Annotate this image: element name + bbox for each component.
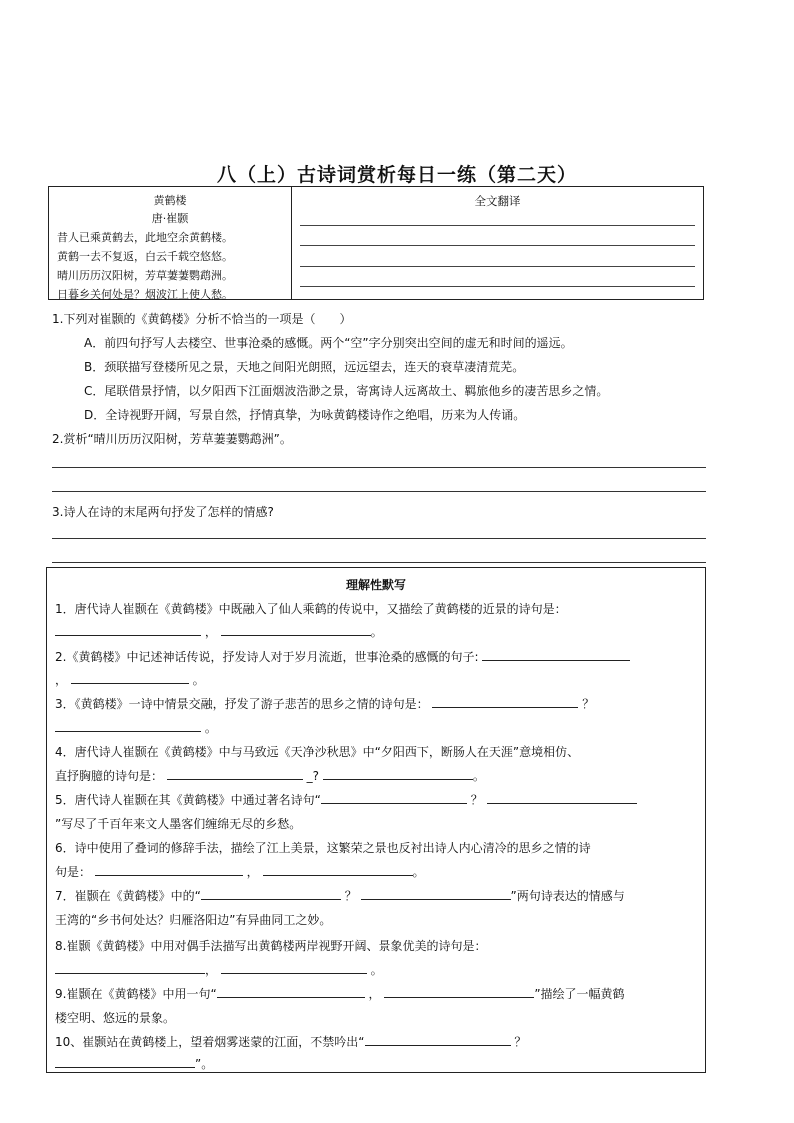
dictation-item-6-answers bbox=[55, 863, 425, 880]
poem-author: 唐·崔颢 bbox=[151, 212, 189, 225]
dictation-item-9 bbox=[55, 985, 625, 1002]
translation-answer-line[interactable] bbox=[300, 225, 695, 226]
item-text: 9.崔颢在《黄鹤楼》中用一句“ bbox=[55, 987, 217, 1001]
answer-blank[interactable] bbox=[323, 767, 473, 780]
question-2-stem: 2.赏析“晴川历历汉阳树，芳草萋萋鹦鹉洲”。 bbox=[52, 432, 292, 446]
translation-answer-line[interactable] bbox=[300, 266, 695, 267]
punct: 。 bbox=[412, 865, 425, 879]
item-text: 4．唐代诗人崔颢在《黄鹤楼》中与马致远《天净沙秋思》中“夕阳西下，断肠人在天涯”意境相仿、 bbox=[55, 745, 580, 759]
question-3-answer-line[interactable] bbox=[52, 562, 706, 563]
poem-table bbox=[48, 186, 704, 300]
punct: ？ bbox=[514, 1035, 527, 1049]
punct: ， bbox=[204, 625, 217, 639]
punct: ， bbox=[246, 865, 259, 879]
dictation-item-8-answers bbox=[55, 961, 383, 978]
item-text: 7．崔颢在《黄鹤楼》中的“ bbox=[55, 889, 201, 903]
answer-blank[interactable] bbox=[321, 791, 467, 804]
translation-header: 全文翻译 bbox=[474, 194, 521, 208]
answer-blank[interactable] bbox=[167, 767, 303, 780]
answer-blank[interactable] bbox=[361, 887, 511, 900]
poem-title: 黄鹤楼 bbox=[153, 194, 187, 207]
punct: 。 bbox=[370, 625, 383, 639]
question-1-option-c[interactable]: C．尾联借景抒情，以夕阳西下江面烟波浩渺之景，寄寓诗人远离故土、羁旅他乡的凄苦思乡之情。 bbox=[84, 384, 609, 398]
punct: 。 bbox=[472, 769, 485, 783]
item-text: 5．唐代诗人崔颢在其《黄鹤楼》中通过著名诗句“ bbox=[55, 793, 321, 807]
answer-blank[interactable] bbox=[55, 623, 201, 636]
item-text: ”写尽了千百年来文人墨客们缠绵无尽的乡愁。 bbox=[55, 817, 302, 831]
poem-line: 日暮乡关何处是？烟波江上使人愁。 bbox=[57, 288, 233, 301]
item-text: 6．诗中使用了叠词的修辞手法，描绘了江上美景，这繁荣之景也反衬出诗人内心清冷的思乡之情的诗 bbox=[55, 841, 591, 855]
question-1-option-d[interactable]: D．全诗视野开阔，写景自然，抒情真挚，为咏黄鹤楼诗作之绝唱，历来为人传诵。 bbox=[84, 408, 526, 422]
item-text: 直抒胸臆的诗句是： bbox=[55, 769, 164, 783]
dictation-item-6 bbox=[55, 839, 591, 856]
item-text: ”两句诗表达的情感与 bbox=[510, 889, 625, 903]
answer-blank[interactable] bbox=[95, 863, 243, 876]
item-text: ”描绘了一幅黄鹤 bbox=[534, 987, 625, 1001]
answer-blank[interactable] bbox=[432, 695, 578, 708]
translation-answer-line[interactable] bbox=[300, 245, 695, 246]
punct: ， bbox=[368, 987, 381, 1001]
dictation-item-5-cont bbox=[55, 815, 301, 832]
dictation-item-2-answers bbox=[55, 671, 205, 688]
dictation-item-9-cont bbox=[55, 1009, 175, 1026]
page-title: 八（上）古诗词赏析每日一练（第二天） bbox=[216, 164, 577, 186]
dictation-item-1 bbox=[55, 600, 567, 617]
poem-line: 晴川历历汉阳树，芳草萋萋鹦鹉洲。 bbox=[57, 269, 233, 282]
dictation-item-3-answers bbox=[55, 719, 217, 736]
item-text: 3．《黄鹤楼》一诗中情景交融，抒发了游子悲苦的思乡之情的诗句是： bbox=[55, 697, 429, 711]
dictation-item-5 bbox=[55, 791, 637, 808]
punct: 。 bbox=[192, 673, 205, 687]
answer-blank[interactable] bbox=[71, 671, 189, 684]
dictation-title: 理解性默写 bbox=[345, 578, 406, 592]
answer-blank[interactable] bbox=[221, 961, 367, 974]
question-3-answer-line[interactable] bbox=[52, 538, 706, 539]
dictation-item-4 bbox=[55, 743, 579, 760]
dictation-item-3 bbox=[55, 695, 594, 712]
answer-blank[interactable] bbox=[487, 791, 637, 804]
punct: ？ bbox=[582, 697, 595, 711]
question-2-answer-line[interactable] bbox=[52, 491, 706, 492]
punct: 。 bbox=[370, 963, 383, 977]
answer-blank[interactable] bbox=[221, 623, 371, 636]
answer-blank[interactable] bbox=[365, 1033, 511, 1046]
poem-line: 黄鹤一去不复返，白云千载空悠悠。 bbox=[57, 250, 233, 263]
dictation-item-1-answers bbox=[55, 623, 383, 640]
punct: _? bbox=[306, 769, 320, 783]
dictation-item-7 bbox=[55, 887, 625, 904]
item-text: 1．唐代诗人崔颢在《黄鹤楼》中既融入了仙人乘鹤的传说中，又描绘了黄鹤楼的近景的诗句是： bbox=[55, 602, 567, 616]
answer-blank[interactable] bbox=[55, 1055, 195, 1068]
punct: ， bbox=[205, 963, 218, 977]
answer-blank[interactable] bbox=[482, 648, 630, 661]
punct: ？ bbox=[344, 889, 357, 903]
question-1-option-b[interactable]: B．颈联描写登楼所见之景，天地之间阳光朗照，远远望去，连天的衰草凄清荒芜。 bbox=[84, 360, 525, 374]
translation-answer-line[interactable] bbox=[300, 286, 695, 287]
item-text: 10、崔颢站在黄鹤楼上，望着烟雾迷蒙的江面，不禁吟出“ bbox=[55, 1035, 365, 1049]
question-2-answer-line[interactable] bbox=[52, 467, 706, 468]
item-text: 8.崔颢《黄鹤楼》中用对偶手法描写出黄鹤楼两岸视野开阔、景象优美的诗句是： bbox=[55, 939, 487, 953]
punct: ， bbox=[55, 673, 68, 687]
answer-blank[interactable] bbox=[55, 719, 201, 732]
item-text: 楼空明、悠远的景象。 bbox=[55, 1011, 176, 1025]
dictation-item-4-answers bbox=[55, 767, 485, 784]
punct: 。 bbox=[204, 721, 217, 735]
item-text: 王湾的“乡书何处达？归雁洛阳边”有异曲同工之妙。 bbox=[55, 913, 332, 927]
question-3-stem: 3.诗人在诗的末尾两句抒发了怎样的情感? bbox=[52, 505, 274, 519]
question-1-option-a[interactable]: A．前四句抒写人去楼空、世事沧桑的感慨。两个“空”字分别突出空间的虚无和时间的遥远。 bbox=[84, 336, 573, 350]
dictation-item-10 bbox=[55, 1033, 526, 1050]
answer-blank[interactable] bbox=[201, 887, 341, 900]
poem-cell bbox=[49, 187, 292, 299]
punct: ？ bbox=[470, 793, 483, 807]
answer-blank[interactable] bbox=[263, 863, 413, 876]
item-text: 句是： bbox=[55, 865, 92, 879]
item-text: 2.《黄鹤楼》中记述神话传说，抒发诗人对于岁月流逝，世事沧桑的感慨的句子: bbox=[55, 650, 479, 664]
question-1-stem: 1.下列对崔颢的《黄鹤楼》分析不恰当的一项是（ ） bbox=[52, 312, 352, 326]
answer-blank[interactable] bbox=[384, 985, 534, 998]
poem-line: 昔人已乘黄鹤去，此地空余黄鹤楼。 bbox=[57, 231, 233, 244]
dictation-box bbox=[46, 567, 706, 1073]
translation-cell bbox=[292, 187, 703, 299]
answer-blank[interactable] bbox=[217, 985, 365, 998]
dictation-item-10-answers bbox=[55, 1055, 213, 1072]
answer-blank[interactable] bbox=[55, 961, 205, 974]
dictation-item-7-cont bbox=[55, 911, 331, 928]
dictation-item-8 bbox=[55, 937, 486, 954]
dictation-item-2 bbox=[55, 648, 630, 665]
punct: ”。 bbox=[195, 1057, 214, 1071]
